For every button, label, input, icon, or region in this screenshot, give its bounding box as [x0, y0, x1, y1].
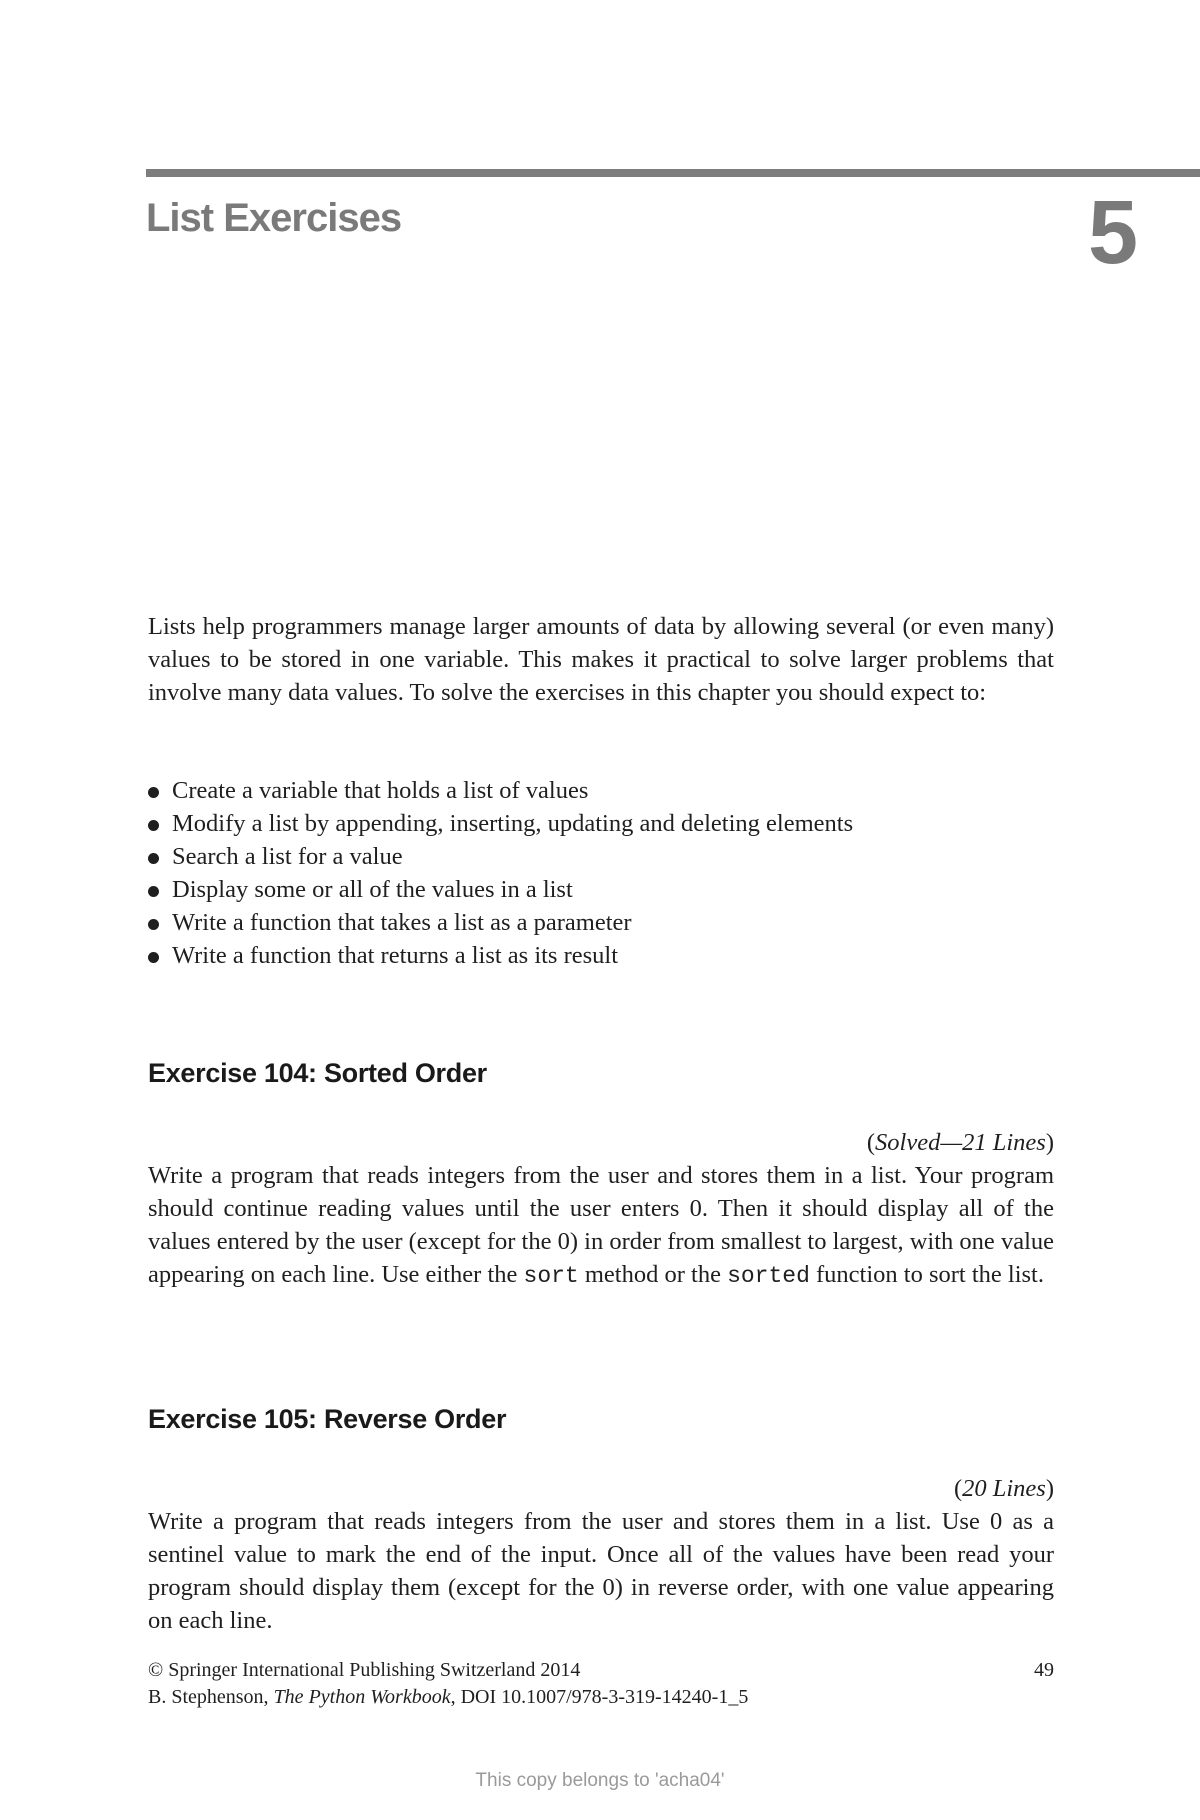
code-sorted: sorted: [727, 1263, 810, 1289]
citation-line: B. Stephenson, The Python Workbook, DOI 10.1007/978-3-319-14240-1_5: [148, 1686, 749, 1708]
exercise-105-lines-note: (20 Lines): [953, 1475, 1054, 1502]
copyright-notice: © Springer International Publishing Switzerland 2014: [148, 1659, 581, 1681]
page-number: 49: [1034, 1659, 1054, 1681]
list-item: [148, 939, 1054, 972]
exercise-105-heading: Exercise 105: Reverse Order: [148, 1404, 507, 1434]
code-sort: sort: [523, 1263, 579, 1289]
exercise-104-heading: Exercise 104: Sorted Order: [148, 1058, 487, 1088]
list-item: [148, 906, 1054, 939]
chapter-title: List Exercises: [146, 196, 402, 240]
list-item: [148, 873, 1054, 906]
bullet-icon: [148, 820, 159, 831]
bullet-text: Create a variable that holds a list of values: [172, 777, 589, 804]
list-item: [148, 840, 1054, 873]
bullet-icon: [148, 853, 159, 864]
exercise-105-body: Write a program that reads integers from the user and stores them in a list. Use 0 as a sentinel value to mark the end of the input. Once all of the values have been read your program should display them (except for the 0) in reverse order, with one value appearing on each line.: [148, 1508, 1054, 1634]
ownership-watermark: This copy belongs to 'acha04': [475, 1770, 725, 1791]
book-title: The Python Workbook: [273, 1686, 451, 1708]
bullet-text: Write a function that returns a list as its result: [172, 942, 619, 969]
bullet-text: Display some or all of the values in a list: [172, 876, 573, 903]
intro-paragraph: Lists help programmers manage larger amounts of data by allowing several (or even many) values to be stored in one variable. This makes it practical to solve larger problems that involve many data values. To solve the exercises in this chapter you should expect to:: [148, 613, 1054, 706]
bullet-text: Modify a list by appending, inserting, updating and deleting elements: [172, 810, 854, 837]
chapter-top-rule: [146, 169, 1200, 177]
bullet-text: Write a function that takes a list as a parameter: [172, 909, 632, 936]
list-item: [148, 807, 1054, 840]
bullet-text: Search a list for a value: [172, 843, 403, 870]
exercise-104-body: Write a program that reads integers from the user and stores them in a list. Your program should continue reading values until the user enters 0. Then it should display all of the values entered by the user (except for the 0) in order from smallest to largest, with one value appearing on each line. Use either the sort method or the sorted function to sort the list.: [148, 1162, 1054, 1289]
bullet-icon: [148, 787, 159, 798]
bullet-icon: [148, 886, 159, 897]
bullet-icon: [148, 952, 159, 963]
list-item: [148, 774, 1054, 807]
chapter-number: 5: [1087, 183, 1138, 283]
exercise-104-lines-note: (Solved—21 Lines): [866, 1129, 1054, 1156]
bullet-icon: [148, 919, 159, 930]
page-footer: [148, 1657, 1054, 1711]
intro-bullet-list: [148, 774, 1054, 972]
